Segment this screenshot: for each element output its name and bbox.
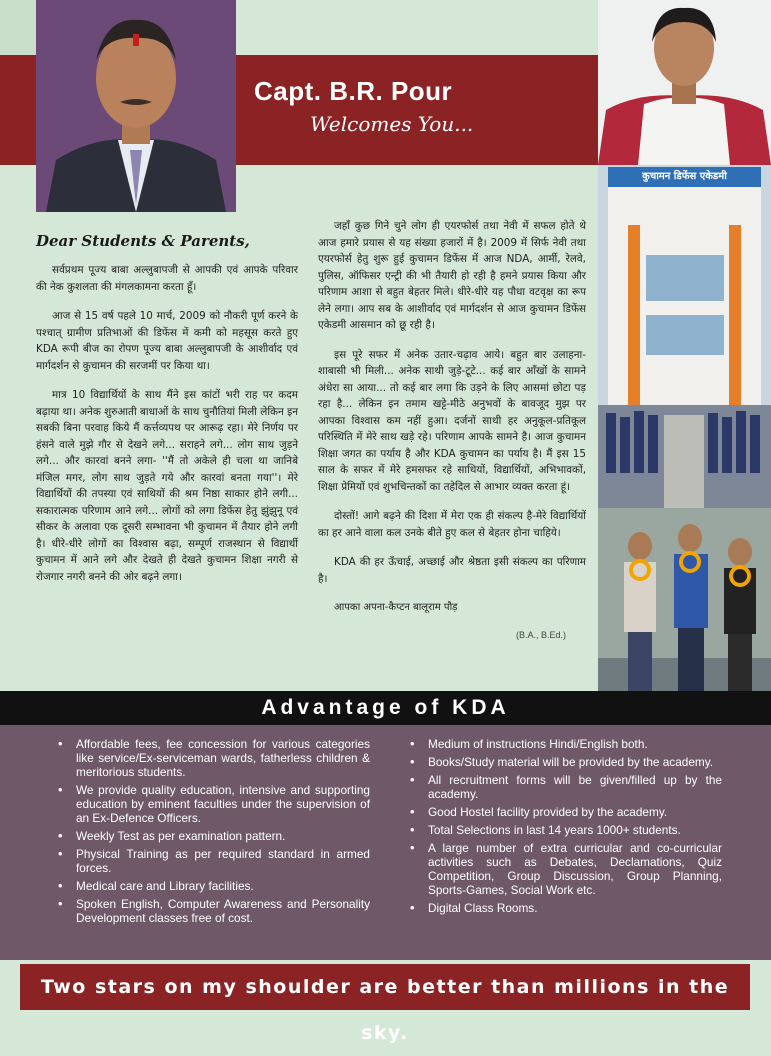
- list-item: • Affordable fees, fee concession for various categories like service/Ex-serviceman wards, fatherless children & meritorious students.: [52, 737, 370, 779]
- page-title: Capt. B.R. Pour: [254, 76, 453, 106]
- list-item: • Weekly Test as per examination pattern.: [52, 829, 370, 843]
- list-item: • All recruitment forms will be given/filled up by the academy.: [404, 773, 722, 801]
- list-item: • Spoken English, Computer Awareness and Personality Development classes free of cost.: [52, 897, 370, 925]
- list-item: • We provide quality education, intensive and supporting education by eminent faculties under the supervision of an Ex-Defence Officers.: [52, 783, 370, 825]
- letter-left-column: [36, 262, 298, 598]
- letter-paragraph: जहाँ कुछ गिने चुने लोग ही एयरफोर्स तथा नेवी में सफल होते थे आज हमारे प्रयास से यह संख्या हजारों में है। 2009 में सिर्फ नेवी तथा एयरफोर्स हेतु शुरू हुई कुचामन डिफेंस में आज NDA, आर्मी, रेलवे, पुलिस, ऑफिसर एन्ट्री की भी तैयारी हो रही है हमने प्रयास किया और परिणाम आशा से बहुत बेहतर मिले। धीरे-धीरे यह पौधा वटवृक्ष का रूप लेने लगा। आप सब के आशीर्वाद एवं मार्गदर्शन से आज कुचामन डिफेंस एकेडमी आसमान को छू रही है।: [318, 220, 586, 331]
- list-item: • Digital Class Rooms.: [404, 901, 722, 915]
- letter-paragraph: आज से 15 वर्ष पहले 10 मार्च, 2009 को नौकरी पूर्ण करने के पश्चात् ग्रामीण प्रतिभाओं की डिफेंस में कमी को महसूस करते हुए KDA रूपी बीज का रोपण पूज्य बाबा अल्लुबापजी के आशीर्वाद एवं मार्गदर्शन से कुचामन की सरजमीं पर किया था।: [36, 310, 298, 372]
- signature: आपका अपना-कैप्टन बालूराम पौड़: [334, 602, 458, 613]
- page-subtitle: Welcomes You...: [310, 112, 474, 136]
- students-photo: [598, 508, 771, 691]
- building-illustration: [598, 165, 771, 508]
- letter-paragraph: इस पूरे सफर में अनेक उतार-चढ़ाव आये। बहुत बार उलाहना-शाबासी भी मिली... अनेक साथी जुड़े-टूटे... कई बार आँखों के सामने अंधेरा सा आया... तो कई बार लगा कि उड़ने के लिए आसमां छोटा पड़ रहा है... लेकिन इन तमाम खट्टे-मीठे अनुभवों के बावजूद मुझ पर आपका विश्वास कम नहीं हुआ। दर्जनों साथी हर अनुकूल-प्रतिकूल परिस्थिति में मेरे साथ खड़े रहे। परिणाम आपके सामने है। आज कुचामन शिक्षा जगत का पर्याय है और KDA कुचामन का पर्याय है। मैं इस 15 साल के सफर में मेरे हमसफर रहे साथियों, विद्यार्थियों, अभिभावकों, शिक्षा प्रेमियों एवं शुभचिन्तकों का तहेदिल से आभार व्यक्त करता हूं।: [318, 348, 586, 493]
- letter-paragraph: KDA की हर ऊँचाई, अच्छाई और श्रेष्ठता इसी संकल्प का परिणाम है।: [318, 556, 586, 585]
- list-item: • Total Selections in last 14 years 1000+ students.: [404, 823, 722, 837]
- list-item: • Medical care and Library facilities.: [52, 879, 370, 893]
- building-sign: कुचामन डिफेंस एकेडमी: [642, 171, 727, 182]
- letter-paragraph: दोस्तों! आगे बढ़ने की दिशा में मेरा एक ही संकल्प है-मेरे विद्यार्थियों का हर आने वाला कल उनके बीते हुए कल से बेहतर होना चाहिये।: [318, 510, 586, 539]
- letter-paragraph: मात्र 10 विद्यार्थियों के साथ मैंने इस कांटों भरी राह पर कदम बढ़ाया था। अनेक शुरुआती बाधाओं के साथ चुनौतियां मिली लेकिन इन सबकी बिना परवाह किये मैं कर्त्तव्यपथ पर आरूढ़ रहा। मेरे निर्णय पर हंसने वाले मुझे गौर से देखने लगे... सराहने लगे... लोग साथ जुड़ने लगे... और कारवां बनने लगा- ''मैं तो अकेले ही चला था जानिबे मंजिल मगर, लोग साथ जुड़ते गये और कारवां बनता गया''। मेरे विद्यार्थियों की तपस्या एवं साथियों की श्रम निष्ठा साकार होने लगी... सकारात्मक परिणाम आने लगे... लोगों को लगा डिफेंस हेतु झुंझुनू एवं सीकर के अलावा एक दूसरी सम्भावना भी कुचामन में तैयार होने लगी है। धीरे-धीरे लोगों का विश्वास बढ़ा, सम्पूर्ण राजस्थान से विद्यार्थी कुचामन में आने लगे और देखते ही देखते कुचामन शिक्षा नगरी से रोजगार नगरी बनने की ओर बढ़ने लगा।: [36, 389, 298, 583]
- header-corner: [0, 0, 36, 55]
- list-item: • Books/Study material will be provided by the academy.: [404, 755, 722, 769]
- advantage-list-right: [404, 737, 722, 919]
- advantage-list-left: [52, 737, 370, 929]
- list-item: • Good Hostel facility provided by the academy.: [404, 805, 722, 819]
- students-illustration: [598, 508, 771, 691]
- letter-right-column: [318, 218, 586, 640]
- portrait-photo: [36, 0, 236, 212]
- list-item: • Medium of instructions Hindi/English both.: [404, 737, 722, 751]
- advantage-title: Advantage of KDA: [261, 696, 510, 719]
- portrait-illustration: [36, 0, 236, 212]
- salutation: Dear Students & Parents,: [36, 232, 250, 250]
- list-item: • Physical Training as per required standard in armed forces.: [52, 847, 370, 875]
- list-item: • A large number of extra curricular and co-curricular activities such as Debates, Declamations, Quiz Competition, Group Discussion, Group Planning, Sports-Games, Social Work etc.: [404, 841, 722, 897]
- qualification: (B.A., B.Ed.): [515, 629, 566, 640]
- footer-quote: Two stars on my shoulder are better than millions in the sky.: [40, 976, 730, 1044]
- letter-paragraph: सर्वप्रथम पूज्य बाबा अल्लुबापजी से आपकी एवं आपके परिवार की नेक कुशलता की मंगलकामना करता हूँ।: [36, 264, 298, 293]
- founder-illustration: [598, 0, 771, 165]
- academy-building-photo: [598, 165, 771, 508]
- founder-photo: [598, 0, 771, 165]
